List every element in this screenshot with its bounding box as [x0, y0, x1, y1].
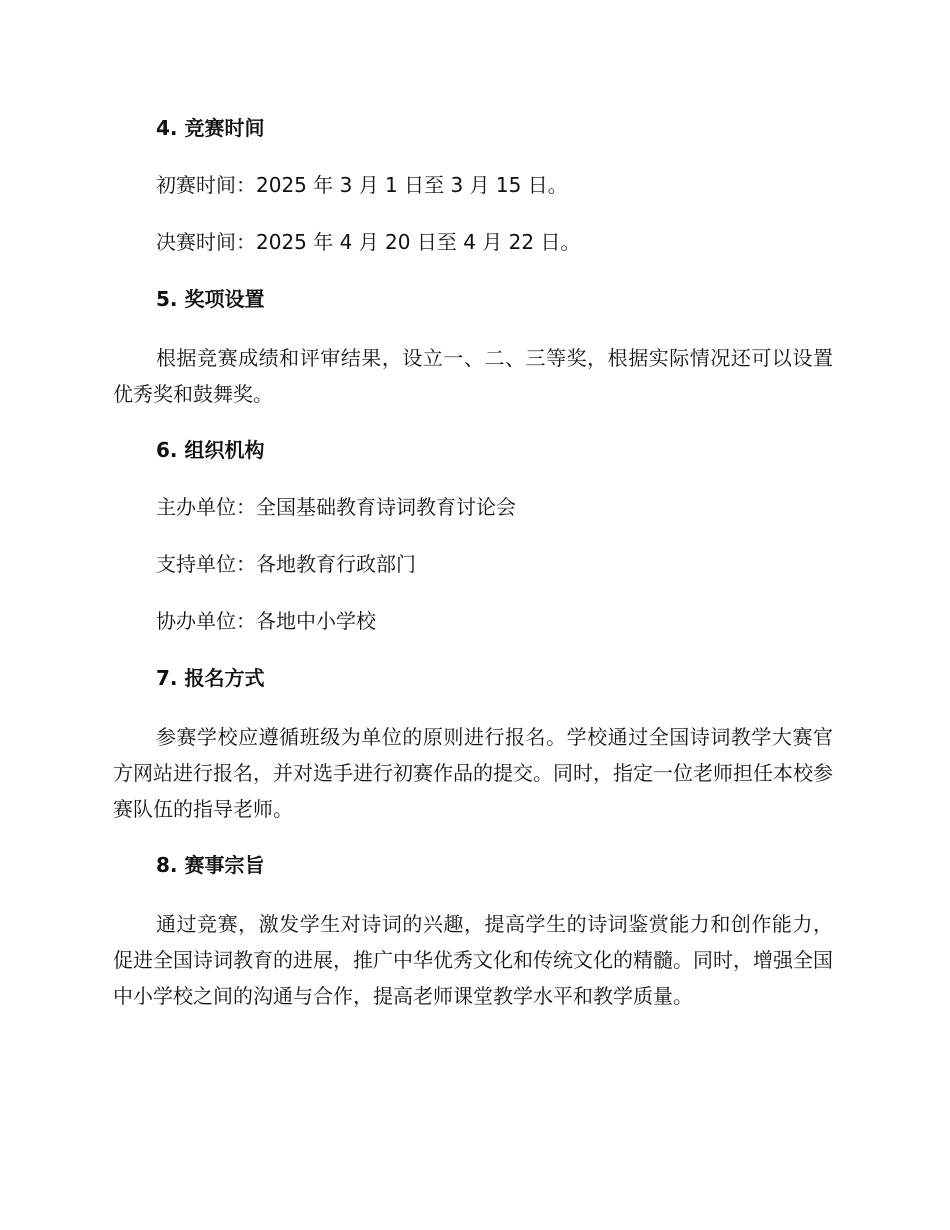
section-awards [113, 283, 833, 412]
section-heading: 8. 赛事宗旨 [156, 853, 265, 877]
section-heading: 5. 奖项设置 [156, 287, 265, 311]
section-purpose [113, 849, 833, 1014]
awards-paragraph: 根据竞赛成绩和评审结果，设立一、二、三等奖，根据实际情况还可以设置优秀奖和鼓舞奖。 [113, 346, 833, 406]
purpose-paragraph: 通过竞赛，激发学生对诗词的兴趣，提高学生的诗词鉴赏能力和创作能力，促进全国诗词教育的进展，推广中华优秀文化和传统文化的精髓。同时，增强全国中小学校之间的沟通与合作，提高老师课堂教学水平和教学质量。 [113, 912, 833, 1008]
final-time-line: 决赛时间：2025 年 4 月 20 日至 4 月 22 日。 [156, 230, 581, 254]
section-competition-time [113, 112, 833, 259]
co-organizer-line: 协办单位：各地中小学校 [156, 609, 376, 633]
section-heading: 4. 竞赛时间 [156, 116, 265, 140]
section-organization [113, 434, 833, 638]
host-unit-line: 主办单位：全国基础教育诗词教育讨论会 [156, 495, 516, 519]
registration-paragraph: 参赛学校应遵循班级为单位的原则进行报名。学校通过全国诗词教学大赛官方网站进行报名，并对选手进行初赛作品的提交。同时，指定一位老师担任本校参赛队伍的指导老师。 [113, 725, 833, 821]
section-heading: 6. 组织机构 [156, 438, 265, 462]
section-registration [113, 662, 833, 827]
section-heading: 7. 报名方式 [156, 666, 265, 690]
preliminary-time-line: 初赛时间：2025 年 3 月 1 日至 3 月 15 日。 [156, 173, 568, 197]
support-unit-line: 支持单位：各地教育行政部门 [156, 552, 416, 576]
document-content [113, 112, 833, 1036]
